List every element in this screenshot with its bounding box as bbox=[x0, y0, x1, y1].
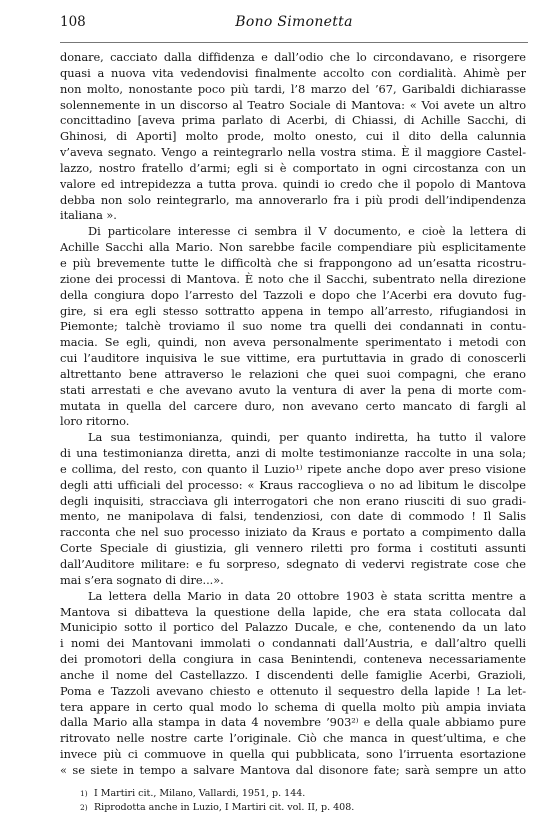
text-line: zione dei processi di Mantova. È noto che il Sacchi, subentrato nella direzione bbox=[60, 271, 526, 286]
text-line: v’aveva segnato. Vengo a reintegrarlo nella vostra stima. È il maggiore Castel- bbox=[60, 145, 526, 160]
text-line: Poma e Tazzoli avevano chiesto e ottenuto il sequestro della lapide ! La let- bbox=[60, 683, 526, 698]
text-line: cui l’auditore inquisiva le sue vittime, era purtuttavia in grado di conoscerli bbox=[60, 351, 526, 366]
text-line: degli atti ufficiali del processo: « Kraus raccoglieva o no ad libitum le discolpe bbox=[60, 477, 526, 492]
footnote-text: I Martiri cit., Milano, Vallardi, 1951, p. 144. bbox=[94, 788, 306, 799]
text-line: anche il nome del Castellazzo. I discendenti delle famiglie Acerbi, Grazioli, bbox=[60, 667, 526, 682]
text-line: La sua testimonianza, quindi, per quanto indiretta, ha tutto il valore bbox=[88, 430, 526, 445]
text-line: loro ritorno. bbox=[60, 414, 130, 429]
text-line: gire, si era egli stesso sottratto appena in tempo all’arresto, rifugiandosi in bbox=[60, 303, 526, 318]
footnote bbox=[80, 801, 520, 815]
text-line: quasi a nuova vita vedendovisi finalmente accolto con cordialità. Ahimè per bbox=[60, 65, 526, 80]
footnote-marker: 1) bbox=[80, 789, 88, 798]
text-line: ritrovato nelle nostre carte l’originale. Ciò che manca in quest’ultima, e che bbox=[60, 731, 526, 746]
text-line: debba non solo reintegrarlo, ma annoverarlo fra i più prodi dell’indipendenza bbox=[60, 192, 526, 207]
text-line: dei promotori della congiura in casa Benintendi, conteneva necessariamente bbox=[60, 652, 526, 667]
footnote-text: Riprodotta anche in Luzio, I Martiri cit. vol. II, p. 408. bbox=[94, 801, 355, 813]
running-title: Bono Simonetta bbox=[235, 14, 353, 30]
page-number: 108 bbox=[60, 14, 86, 30]
text-line: dall’Auditore militare: e fu sorpreso, sdegnato di vedervi registrate cose che bbox=[60, 557, 526, 571]
text-line: italiana ». bbox=[60, 208, 117, 223]
text-line: tera appare in certo qual modo lo schema di quella molto più ampia inviata bbox=[60, 699, 526, 714]
header-rule bbox=[60, 42, 528, 43]
text-line: Mantova si dibatteva la questione della lapide, che era stata collocata dal bbox=[60, 604, 526, 619]
text-line: mai s’era sognato di dire...». bbox=[60, 572, 224, 587]
text-line: macia. Se egli, quindi, non aveva personalmente sperimentato i metodi con bbox=[60, 335, 526, 350]
text-line: Municipio sotto il portico del Palazzo Ducale, e che, contenendo da un lato bbox=[60, 620, 526, 635]
page-header bbox=[60, 14, 528, 36]
footnotes bbox=[80, 787, 520, 814]
text-line: donare, cacciato dalla diffidenza e dall’odio che lo circondavano, e risorgere bbox=[60, 50, 526, 64]
text-line: La lettera della Mario in data 20 ottobre 1903 è stata scritta mentre a bbox=[88, 588, 526, 603]
text-line: stati arrestati e che avevano avuto la ventura di aver la pena di morte com- bbox=[60, 382, 526, 397]
text-line: Corte Speciale di giustizia, gli vennero riletti pro forma i costituti assunti bbox=[60, 541, 526, 556]
text-line: e collima, del resto, con quanto il Luzio¹⁾ ripete anche dopo aver preso visione bbox=[60, 461, 526, 476]
text-line: racconta che nel suo processo iniziato da Kraus e portato a compimento dalla bbox=[60, 525, 526, 540]
text-line: solennemente in un discorso al Teatro Sociale di Mantova: « Voi avete un altro bbox=[60, 97, 526, 112]
text-line: Achille Sacchi alla Mario. Non sarebbe facile compendiare più esplicitamente bbox=[60, 240, 526, 255]
text-line: i nomi dei Mantovani immolati o condannati dall’Austria, e dall’altro quelli bbox=[60, 636, 526, 651]
text-line: lazzo, nostro fratello d’armi; egli si è comportato in ogni circostanza con un bbox=[60, 160, 526, 175]
text-line: non molto, nonostante poco più tardi, l’8 marzo del ’67, Garibaldi dichiarasse bbox=[60, 81, 526, 96]
text-line: degli inquisiti, straccìava gli interrogatori che non erano riusciti di suo gradi- bbox=[60, 493, 526, 508]
text-line: di una testimonianza diretta, anzi di molte testimonianze raccolte in una sola; bbox=[60, 446, 526, 461]
text-line: Di particolare interesse ci sembra il V documento, e cioè la lettera di bbox=[88, 224, 526, 239]
text-line: e più brevemente tutte le difficoltà che si frappongono ad un’esatta ricostru- bbox=[60, 255, 526, 270]
text-line: Ghinosi, di Aporti] molto prode, molto onesto, cui il dito della calunnia bbox=[60, 129, 526, 144]
text-line: mutata in quella del carcere duro, non avevano certo mancato di fargli al bbox=[60, 398, 526, 413]
text-line: Piemonte; talchè troviamo il suo nome tra quelli dei condannati in contu- bbox=[60, 319, 526, 334]
text-line: altrettanto bene attraverso le relazioni che quei suoi compagni, che erano bbox=[60, 366, 526, 381]
text-line: dalla Mario alla stampa in data 4 novembre ’903²⁾ e della quale abbiamo pure bbox=[60, 715, 526, 730]
text-line: concittadino [aveva prima parlato di Acerbi, di Chiassi, di Achille Sacchi, di bbox=[60, 113, 526, 128]
text-line: mento, ne manipolava di falsi, tendenziosi, con date di commodo ! Il Salis bbox=[60, 509, 526, 524]
body-text bbox=[60, 50, 526, 779]
text-line: valore ed intrepidezza a tutta prova. quindi io credo che il popolo di Mantova bbox=[60, 176, 526, 191]
footnote-marker: 2) bbox=[80, 802, 88, 812]
text-line: della congiura dopo l’arresto del Tazzoli e dopo che l’Acerbi era dovuto fug- bbox=[60, 287, 526, 302]
footnote bbox=[80, 787, 520, 801]
text-line: « se siete in tempo a salvare Mantova dal disonore fate; sarà sempre un atto bbox=[60, 762, 526, 777]
text-line: invece più ci commuove in quella qui pubblicata, sono l’irruenta esortazione bbox=[60, 747, 526, 762]
